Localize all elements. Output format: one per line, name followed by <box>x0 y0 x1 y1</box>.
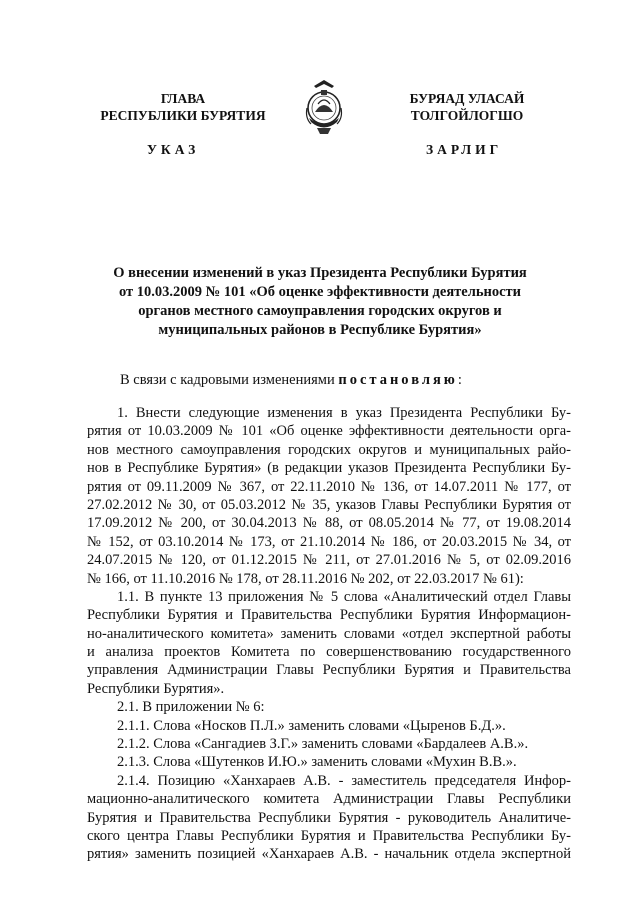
body-line: 2.1.3. Слова «Шутенков И.Ю.» заменить словами «Мухин В.В.». <box>117 754 517 771</box>
body-line: рятия» заменить позицией «Ханхараев А.В. - начальник отдела экспертной <box>87 846 571 863</box>
title-line: от 10.03.2009 № 101 «Об оценке эффективности деятельности <box>118 284 522 300</box>
body-line: но-аналитического комитета» заменить словами «отдел экспертной работы <box>87 625 571 642</box>
decree-body <box>87 404 571 864</box>
header-right-line2: ТОЛГОЙЛОГШО <box>410 108 524 123</box>
coat-of-arms-emblem-icon <box>299 78 349 138</box>
decree-label-ru: УКАЗ <box>147 142 200 157</box>
intro-text: В связи с кадровыми изменениями <box>120 372 335 388</box>
body-line: нов местного самоуправления городских округов и муниципальных райо- <box>87 441 571 458</box>
body-line: 27.02.2012 № 30, от 05.03.2012 № 35, указов Главы Республики Бурятия от <box>87 496 571 513</box>
resolve-word: постановляю <box>338 372 458 388</box>
header-right-block <box>362 90 572 124</box>
body-line: рятия от 09.11.2009 № 367, от 22.11.2010 № 136, от 14.07.2011 № 177, от <box>87 478 571 495</box>
body-line: Республики Бурятия». <box>87 680 225 697</box>
body-line: 17.09.2012 № 200, от 30.04.2013 № 88, от 08.05.2014 № 77, от 19.08.2014 <box>87 515 571 532</box>
body-line: 1.1. В пункте 13 приложения № 5 слова «Аналитический отдел Главы <box>117 588 571 605</box>
body-line: Республики Бурятия и Правительства Республики Бурятия Информацион- <box>87 607 571 624</box>
decree-label-bua: ЗАРЛИГ <box>426 142 503 157</box>
body-line: № 152, от 03.10.2014 № 173, от 21.10.2014 № 186, от 20.03.2015 № 34, от <box>87 533 571 550</box>
body-line: № 166, от 11.10.2016 № 178, от 28.11.2016 № 202, от 22.03.2017 № 61): <box>87 570 524 587</box>
intro-colon: : <box>457 372 462 388</box>
decree-title <box>90 264 550 340</box>
body-line: 2.1.4. Позицию «Ханхараев А.В. - заместитель председателя Инфор- <box>117 772 571 789</box>
intro-paragraph <box>120 372 462 389</box>
header-left-line1: ГЛАВА <box>160 91 206 106</box>
header-left-block <box>78 90 288 124</box>
body-line: 1. Внести следующие изменения в указ Президента Республики Бу- <box>117 405 571 421</box>
body-line: 2.1.2. Слова «Сангадиев З.Г.» заменить словами «Бардалеев А.В.». <box>117 736 529 753</box>
title-line: муниципальных районов в Республике Бурятия» <box>158 322 482 338</box>
body-line: мационно-аналитического комитета Администрации Главы Республики <box>87 791 571 808</box>
title-line: О внесении изменений в указ Президента Республики Бурятия <box>113 265 527 281</box>
header-right-line1: БУРЯАД УЛАСАЙ <box>409 91 525 106</box>
header-left-line2: РЕСПУБЛИКИ БУРЯТИЯ <box>100 108 266 123</box>
body-line: 24.07.2015 № 120, от 01.12.2015 № 211, от 27.01.2016 № 5, от 02.09.2016 <box>87 552 571 569</box>
body-line: 2.1. В приложении № 6: <box>117 699 265 716</box>
body-line: и анализа проектов Комитета по совершенствованию государственного <box>87 644 571 661</box>
body-line: Бурятия и Правительства Республики Бурятия - руководитель Аналитиче- <box>87 809 571 826</box>
body-line: управления Администрации Главы Республики Бурятия и Правительства <box>87 662 571 679</box>
body-line: рятия от 10.03.2009 № 101 «Об оценке эффективности деятельности орга- <box>87 423 571 440</box>
body-line: 2.1.1. Слова «Носков П.Л.» заменить словами «Цыренов Б.Д.». <box>117 717 506 734</box>
body-line: ского центра Главы Республики Бурятия и Правительства Республики Бу- <box>87 827 571 844</box>
title-line: органов местного самоуправления городских округов и <box>138 303 502 319</box>
body-line: нов в Республике Бурятия» (в редакции указов Президента Республики Бу- <box>87 460 571 477</box>
